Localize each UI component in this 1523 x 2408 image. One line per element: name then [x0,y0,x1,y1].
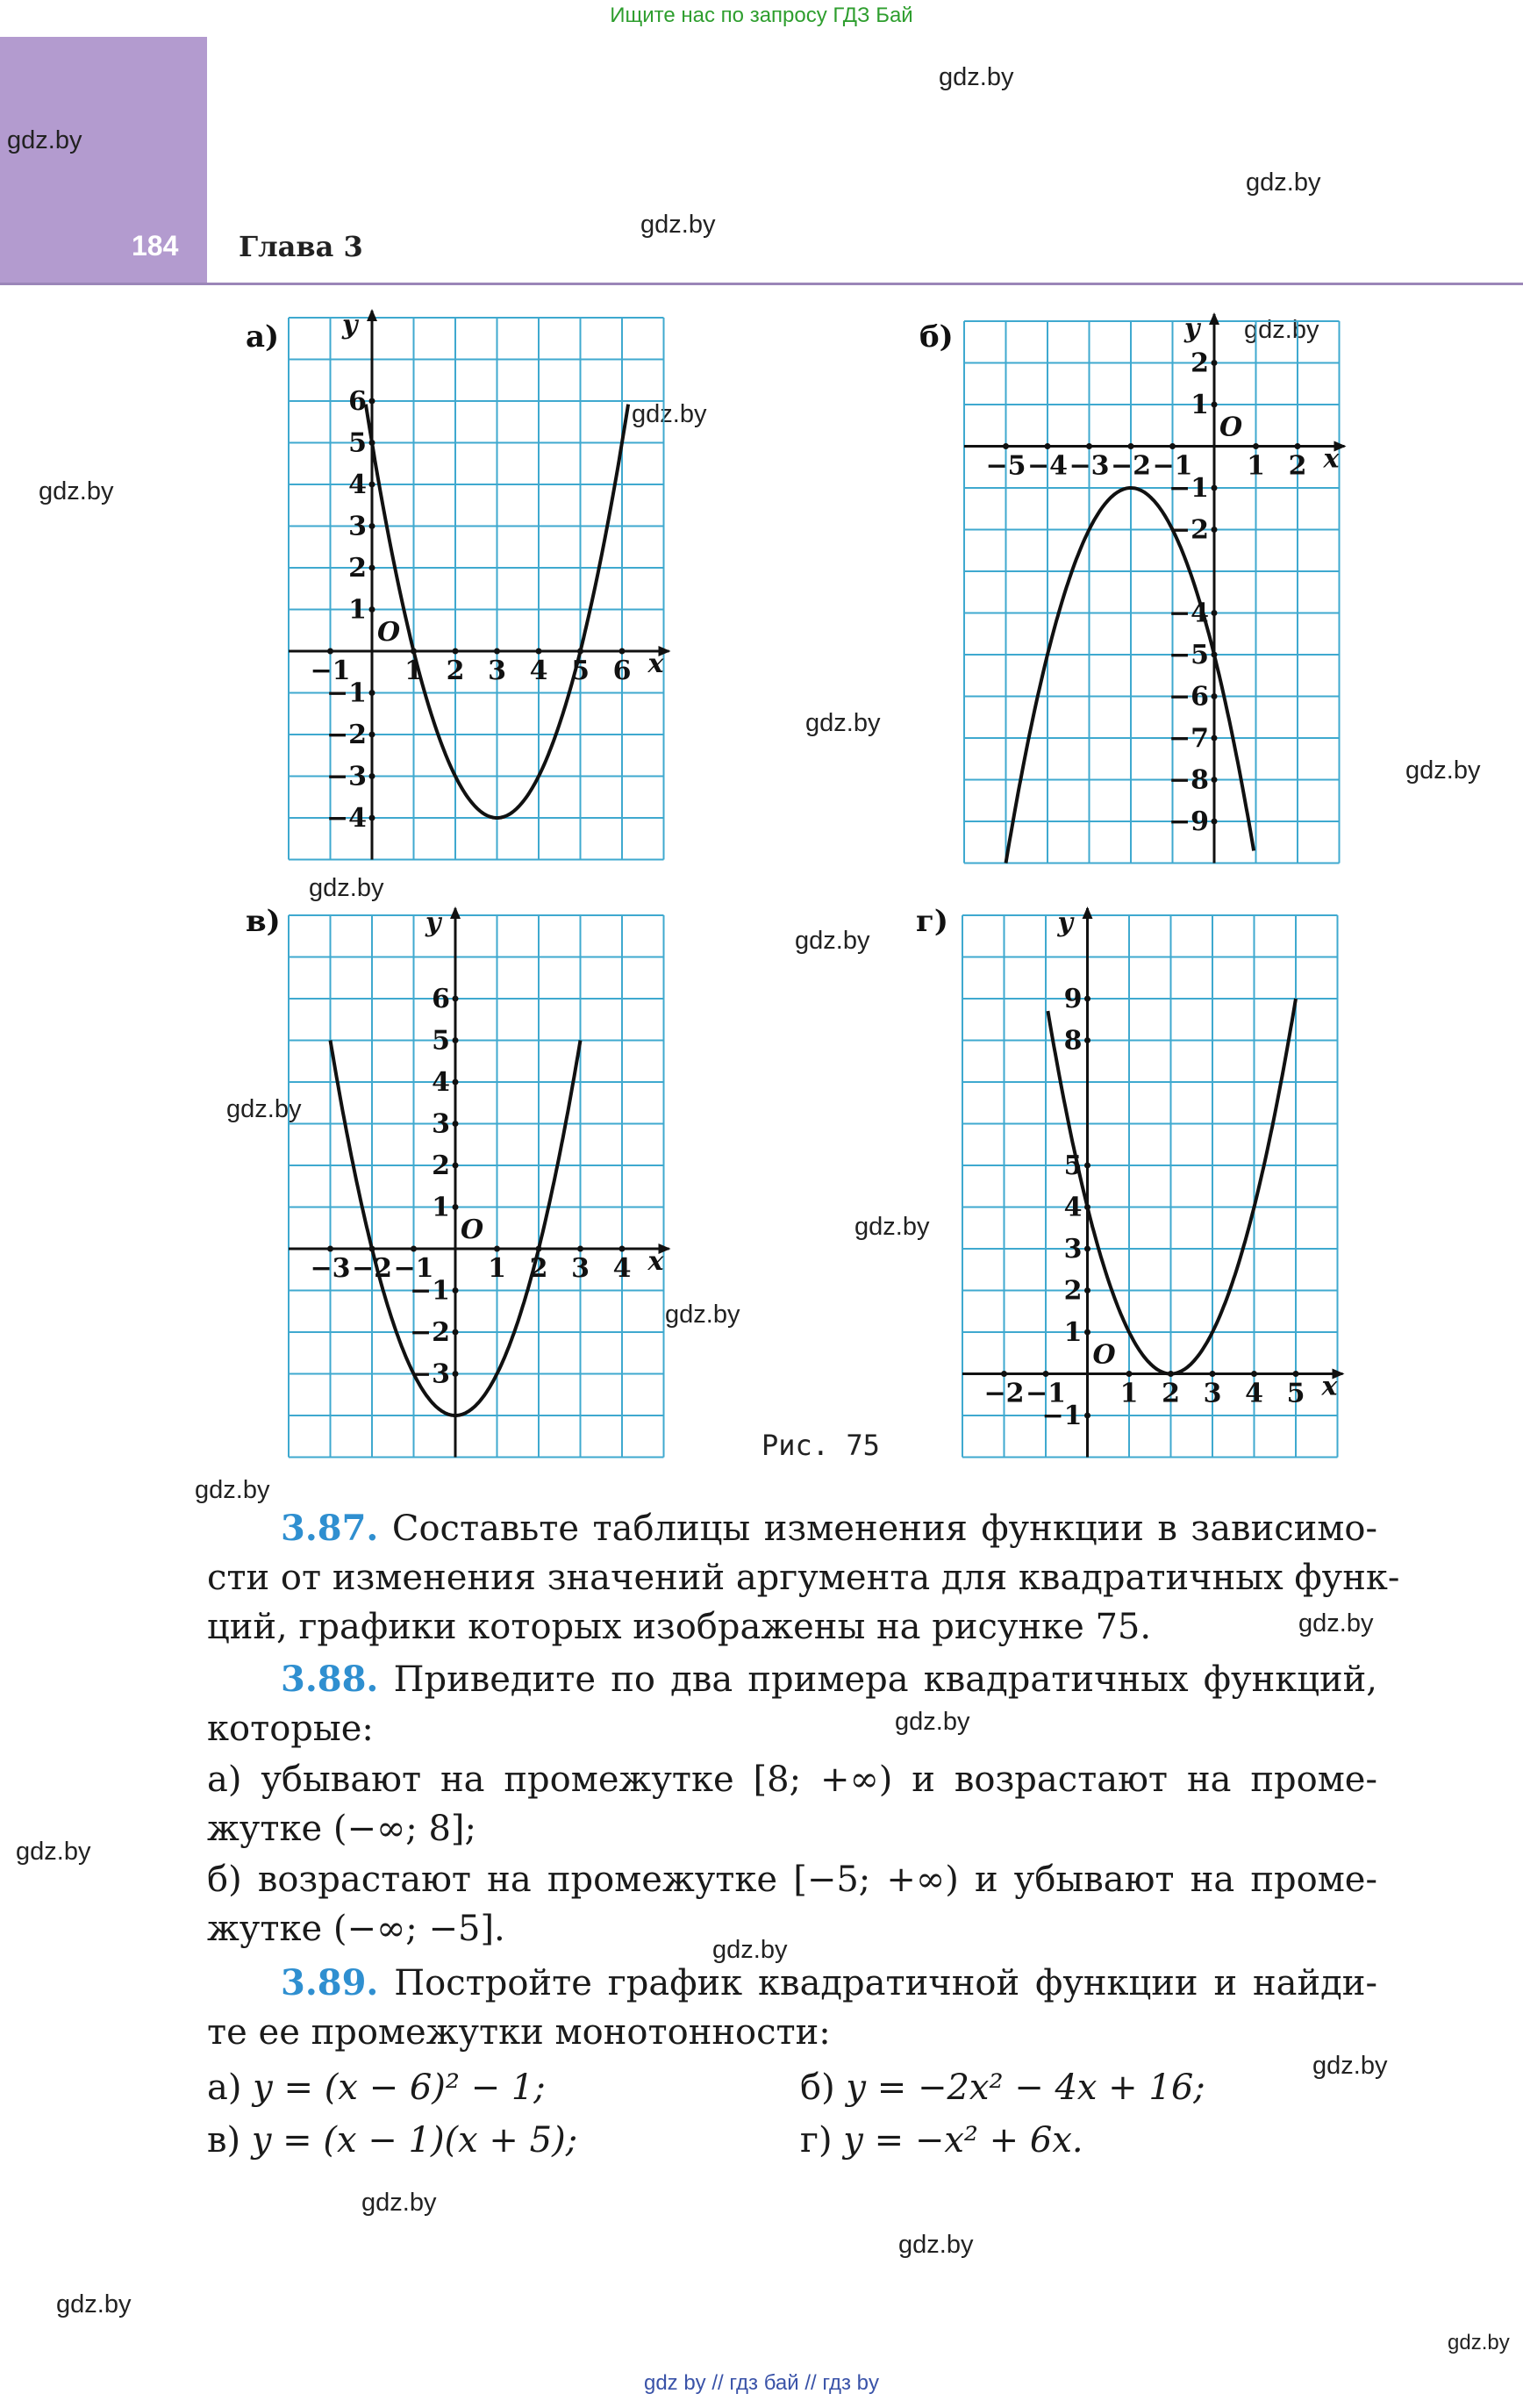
y-tick-label: 6 [348,386,367,417]
x-tick-dot [494,1246,500,1252]
x-tick-dot [1086,443,1092,449]
x-axis-name: x [647,1246,664,1277]
y-arrow-icon [450,907,461,919]
graph-b [964,313,1340,864]
y-axis-name: y [1184,313,1200,344]
y-tick-label: 3 [1063,1234,1083,1265]
y-tick-dot [369,398,375,405]
watermark: gdz.by [632,400,707,428]
figure-caption: Рис. 75 [762,1429,880,1462]
y-tick-dot [369,482,375,488]
y-tick-label: 3 [348,511,367,542]
p388-line-1: 3.88. Приведите по два примера квадратичных функций, [281,1659,1377,1700]
watermark: gdz.by [1244,316,1319,344]
p389-line-1: 3.89. Постройте график квадратичной функции и найди- [281,1962,1377,2003]
x-tick-dot [1210,1371,1216,1377]
footer-links: gdz by // гдз бай // гдз by [643,2371,880,2395]
y-tick-label: 1 [348,594,367,626]
y-tick-label: −7 [1168,723,1209,754]
x-tick-label: −3 [1069,450,1110,482]
y-tick-label: 3 [432,1108,450,1140]
y-tick-label: −9 [1168,806,1209,837]
x-tick-label: −1 [310,656,351,686]
header-divider [0,283,1523,285]
watermark: gdz.by [195,1476,270,1504]
p388-line-4: жутке (−∞; 8]; [207,1809,477,1849]
y-tick-label: 6 [432,984,450,1014]
p387-line-3: ций, графики которых изображены на рисунке 75. [207,1607,1152,1647]
x-tick-dot [1001,1371,1007,1377]
p387-line-1: 3.87. Составьте таблицы изменения функции в зависимо- [281,1508,1377,1549]
graph-label-a: а) [246,319,280,355]
y-tick-label: 1 [1191,390,1209,420]
x-tick-dot [1045,443,1051,449]
y-tick-dot [1084,1287,1090,1294]
x-tick-label: 6 [612,656,632,686]
y-tick-label: −6 [1168,681,1209,713]
graph-label-g: г) [916,904,948,939]
y-tick-label: −1 [1041,1401,1083,1431]
x-tick-dot [1043,1371,1049,1377]
y-tick-label: 2 [432,1150,450,1181]
x-tick-label: 3 [571,1253,590,1284]
x-tick-label: −2 [983,1378,1025,1409]
y-tick-label: 5 [432,1025,450,1057]
x-tick-label: 4 [612,1253,632,1284]
watermark: gdz.by [898,2231,974,2259]
x-tick-dot [327,1246,333,1252]
y-tick-dot [453,1287,459,1294]
p389-line-2: те ее промежутки монотонности: [207,2012,831,2053]
x-tick-label: 2 [446,656,465,686]
watermark: gdz.by [39,477,114,505]
x-tick-label: −4 [1026,450,1069,482]
y-tick-label: 8 [1063,1025,1083,1057]
watermark: gdz.by [854,1213,930,1241]
y-tick-dot [1212,819,1218,825]
y-axis-name: y [342,310,358,340]
chapter-title: Глава 3 [239,230,363,263]
y-tick-dot [1212,610,1218,616]
x-tick-label: 1 [1119,1378,1139,1409]
graph-v [289,907,664,1458]
y-arrow-icon [1083,907,1093,919]
watermark: gdz.by [1448,2331,1510,2354]
x-tick-label: −1 [1152,450,1193,482]
watermark: gdz.by [16,1838,91,1866]
watermark: gdz.by [1298,1609,1374,1638]
x-tick-label: −5 [985,450,1026,482]
parabola-curve [1048,999,1296,1374]
y-tick-dot [453,1329,459,1336]
p387-line-2: сти от изменения значений аргумента для квадратичных функ- [207,1558,1400,1598]
watermark: gdz.by [805,709,881,737]
y-tick-dot [1212,777,1218,783]
p388-line-3: а) убывают на промежутке [8; +∞) и возрастают на проме- [207,1759,1377,1800]
grid [289,915,664,1458]
graph-label-b: б) [919,319,954,355]
y-tick-dot [1212,735,1218,742]
watermark: gdz.by [56,2290,132,2318]
x-axis-name: x [647,649,664,679]
x-tick-label: −2 [1110,450,1152,482]
x-tick-dot [577,1246,583,1252]
y-tick-label: 5 [1063,1150,1083,1181]
y-tick-label: −1 [1168,473,1209,504]
y-tick-dot [1212,527,1218,533]
y-arrow-icon [367,309,377,321]
watermark: gdz.by [309,874,384,902]
x-tick-label: 5 [1286,1378,1305,1409]
y-tick-label: 2 [1063,1275,1083,1307]
x-tick-label: −2 [351,1253,393,1284]
x-tick-label: −1 [1025,1378,1067,1409]
y-tick-dot [369,606,375,613]
y-tick-label: 1 [1063,1317,1083,1348]
y-axis-name: y [425,907,441,938]
y-tick-dot [1084,1413,1090,1419]
exercise-number: 3.89. [281,1962,379,2003]
origin-label: O [377,617,401,648]
y-tick-dot [1084,1329,1090,1336]
x-tick-dot [1126,1371,1133,1377]
y-tick-label: 4 [348,469,367,500]
y-tick-dot [369,773,375,779]
y-tick-dot [1212,360,1218,366]
exercise-number: 3.87. [281,1508,379,1549]
x-tick-dot [1293,1371,1299,1377]
y-tick-dot [453,1163,459,1169]
y-tick-label: 9 [1063,984,1083,1014]
x-tick-dot [619,649,626,655]
p389-item-v: в) y = (x − 1)(x + 5); [207,2120,578,2161]
exercise-number: 3.88. [281,1659,379,1700]
y-tick-label: −3 [409,1358,450,1390]
y-tick-label: 2 [348,553,367,584]
origin-label: O [1219,412,1243,443]
x-tick-dot [619,1246,626,1252]
x-tick-label: 1 [488,1253,506,1284]
x-tick-dot [536,649,542,655]
y-tick-dot [453,1371,459,1377]
x-tick-label: 2 [1162,1378,1180,1409]
y-tick-label: 5 [348,427,367,459]
y-tick-label: −1 [409,1275,450,1307]
x-tick-label: 5 [571,656,590,686]
watermark: gdz.by [1405,756,1481,785]
watermark: gdz.by [1246,168,1321,197]
y-arrow-icon [1209,312,1219,325]
x-tick-dot [411,1246,417,1252]
watermark: gdz.by [665,1301,740,1329]
y-tick-dot [1084,1037,1090,1043]
origin-label: O [461,1215,484,1245]
y-tick-dot [1212,693,1218,699]
y-tick-dot [453,1121,459,1127]
y-tick-dot [369,690,375,696]
origin-label: O [1092,1339,1116,1371]
y-tick-label: 4 [1063,1192,1083,1223]
y-tick-label: −4 [1168,598,1209,629]
x-tick-dot [1128,443,1134,449]
x-tick-dot [1295,443,1301,449]
y-tick-label: −2 [1168,514,1209,546]
x-axis-name: x [1321,1371,1338,1402]
parabola-curve [1006,488,1255,864]
x-tick-label: 2 [1288,450,1307,482]
x-tick-label: 3 [1203,1378,1222,1409]
watermark: gdz.by [361,2189,437,2217]
p388-line-5: б) возрастают на промежутке [−5; +∞) и убывают на проме- [207,1860,1377,1900]
graph-a [289,310,664,860]
y-tick-dot [1084,996,1090,1002]
y-tick-label: −1 [325,677,367,709]
x-tick-label: 3 [488,656,506,686]
x-tick-dot [327,649,333,655]
y-tick-label: 1 [432,1192,450,1223]
y-tick-label: 2 [1191,348,1209,379]
y-tick-label: −5 [1168,640,1209,670]
p389-item-g: г) y = −x² + 6x. [800,2120,1083,2161]
y-axis-name: y [1057,907,1073,938]
y-tick-dot [369,732,375,738]
graph-g [962,907,1338,1458]
x-tick-dot [1169,443,1176,449]
y-tick-dot [1084,1246,1090,1252]
graph-label-v: в) [246,904,281,939]
watermark: gdz.by [895,1708,970,1736]
top-search-note: Ищите нас по запросу ГДЗ Бай [610,4,913,27]
x-tick-label: 1 [404,656,423,686]
watermark: gdz.by [640,211,716,239]
grid [962,915,1338,1458]
watermark: gdz.by [1312,2052,1388,2080]
y-tick-dot [1212,485,1218,491]
y-tick-label: 4 [432,1067,450,1098]
x-tick-dot [1003,443,1009,449]
watermark: gdz.by [7,126,82,154]
x-tick-label: 2 [529,1253,548,1284]
y-tick-dot [1084,1163,1090,1169]
p389-item-b: б) y = −2x² − 4x + 16; [800,2068,1205,2108]
y-tick-dot [453,1079,459,1086]
x-tick-dot [494,649,500,655]
y-tick-label: −3 [325,761,367,792]
y-tick-label: −8 [1168,764,1209,796]
x-tick-label: 1 [1247,450,1265,482]
x-tick-label: −3 [310,1253,351,1284]
p389-item-a: а) y = (x − 6)² − 1; [207,2068,546,2108]
watermark: gdz.by [712,1936,788,1964]
y-tick-dot [453,1204,459,1210]
x-tick-dot [453,649,459,655]
y-tick-label: −2 [325,720,367,750]
x-tick-dot [1253,443,1259,449]
p388-line-2: которые: [207,1709,374,1749]
y-tick-label: −4 [325,803,367,834]
x-axis-name: x [1323,443,1340,475]
y-tick-label: −2 [409,1317,450,1348]
watermark: gdz.by [226,1095,302,1123]
x-tick-label: 4 [1245,1378,1263,1409]
x-tick-label: 4 [529,656,548,686]
watermark: gdz.by [939,63,1014,91]
y-tick-dot [369,523,375,529]
x-tick-label: −1 [393,1253,434,1284]
watermark: gdz.by [795,927,870,955]
p388-line-6: жутке (−∞; −5]. [207,1909,505,1949]
y-tick-dot [369,565,375,571]
x-tick-dot [1251,1371,1257,1377]
y-tick-dot [1212,402,1218,408]
y-tick-dot [453,1037,459,1043]
page-number: 184 [132,230,179,262]
y-tick-dot [369,815,375,821]
y-tick-dot [453,996,459,1002]
